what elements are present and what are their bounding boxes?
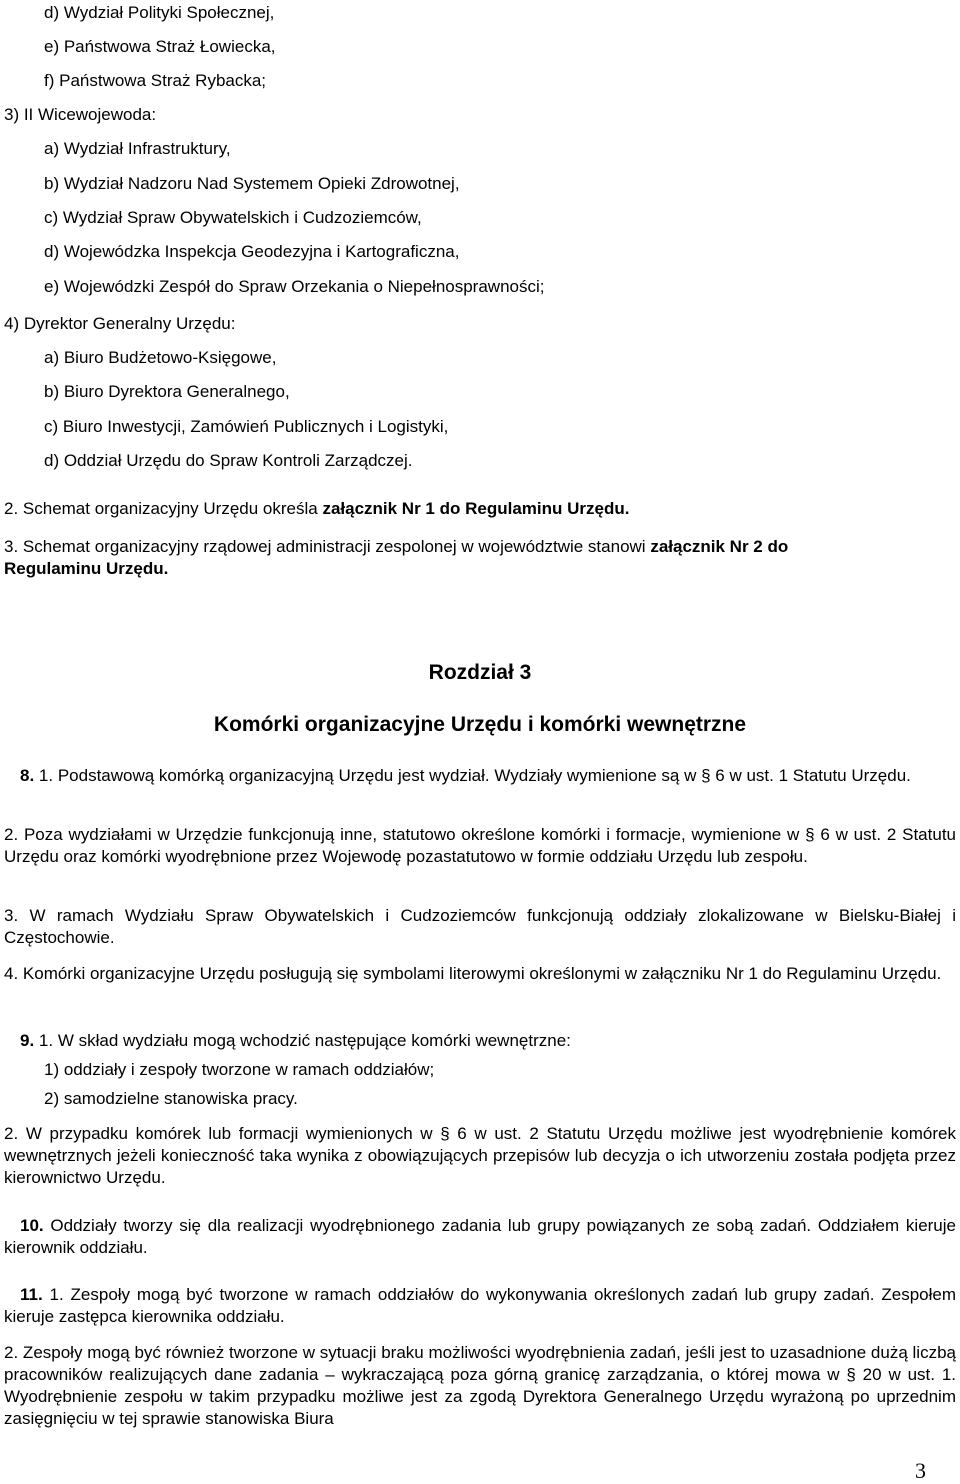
section-8-para-1-text: 1. Podstawową komórką organizacyjną Urzędu jest wydział. Wydziały wymienione są w § 6 w ust. 1 Statutu Urzędu. — [38, 766, 911, 785]
paragraph-3 — [4, 536, 956, 580]
list-item: e) Państwowa Straż Łowiecka, — [44, 37, 276, 56]
section-9-item-2: 2) samodzielne stanowiska pracy. — [44, 1089, 298, 1108]
section-11-para-2: 2. Zespoły mogą być również tworzone w sytuacji braku możliwości wyodrębnienia zadań, jeśli jest to uzasadnione dużą liczbą pracowników realizujących dane zadania – wykraczającą poza górną granicę zarządzania, o której mowa w § 20 w ust. 1. Wyodrębnienie zespołu w takim przypadku możliwe jest za zgodą Dyrektora Generalnego Urzędu wyrażoną po uprzednim zasięgnięciu w tej sprawie stanowiska Biura — [4, 1343, 956, 1428]
list-item: f) Państwowa Straż Rybacka; — [44, 71, 267, 90]
section-8-number: 8. — [20, 766, 35, 785]
section-8-para-2: 2. Poza wydziałami w Urzędzie funkcjonują inne, statutowo określone komórki i formacje, wymienione w § 6 w ust. 2 Statutu Urzędu oraz komórki wyodrębnione przez Wojewodę pozastatutowo w formie oddziału Urzędu lub zespołu. — [4, 825, 956, 866]
list-item: 3) II Wicewojewoda: — [4, 105, 157, 124]
chapter-subtitle: Komórki organizacyjne Urzędu i komórki wewnętrzne — [213, 713, 747, 736]
list-item: a) Wydział Infrastruktury, — [44, 139, 231, 158]
section-10-number: 10. — [20, 1216, 44, 1235]
section-10 — [4, 1215, 956, 1259]
section-9-number: 9. — [20, 1031, 35, 1050]
list-item: c) Biuro Inwestycji, Zamówień Publicznych i Logistyki, — [44, 417, 449, 436]
section-8-para-3: 3. W ramach Wydziału Spraw Obywatelskich i Cudzoziemców funkcjonują oddziały zlokalizowane w Bielsku-Białej i Częstochowie. — [4, 906, 956, 947]
paragraph-2 — [4, 498, 629, 520]
list-item: c) Wydział Spraw Obywatelskich i Cudzoziemców, — [44, 208, 422, 227]
page-number: 3 — [915, 1458, 926, 1483]
section-9-para-1-text: 1. W skład wydziału mogą wchodzić następujące komórki wewnętrzne: — [38, 1031, 571, 1050]
list-item: b) Wydział Nadzoru Nad Systemem Opieki Zdrowotnej, — [44, 174, 460, 193]
section-8-para-4: 4. Komórki organizacyjne Urzędu posługują się symbolami literowymi określonymi w załączniku Nr 1 do Regulaminu Urzędu. — [4, 964, 942, 983]
section-11-number: 11. — [20, 1285, 43, 1304]
paragraph-2-text: 2. Schemat organizacyjny Urzędu określa — [4, 499, 323, 518]
list-item: 4) Dyrektor Generalny Urzędu: — [4, 314, 236, 333]
section-9-para-2: 2. W przypadku komórek lub formacji wymienionych w § 6 w ust. 2 Statutu Urzędu możliwe jest wyodrębnienie komórek wewnętrznych jeżeli konieczność taka wynika z obowiązujących przepisów lub decyzja o ich utworzeniu została podjęta przez kierownictwo Urzędu. — [4, 1124, 956, 1187]
section-9-item-1: 1) oddziały i zespoły tworzone w ramach oddziałów; — [44, 1060, 435, 1079]
list-item: d) Oddział Urzędu do Spraw Kontroli Zarządczej. — [44, 451, 413, 470]
paragraph-3-bold-2: Regulaminu Urzędu. — [4, 559, 169, 578]
list-item: d) Wojewódzka Inspekcja Geodezyjna i Kartograficzna, — [44, 242, 460, 261]
section-11-para-1 — [4, 1284, 956, 1328]
chapter-title: Rozdział 3 — [428, 661, 532, 684]
paragraph-3-bold-1: załącznik Nr 2 do — [650, 537, 789, 556]
section-10-text: Oddziały tworzy się dla realizacji wyodrębnionego zadania lub grupy powiązanych ze sobą zadań. Oddziałem kieruje kierownik oddziału. — [4, 1216, 956, 1257]
paragraph-2-bold: załącznik Nr 1 do Regulaminu Urzędu. — [322, 499, 630, 518]
section-9-para-1 — [20, 1030, 571, 1052]
list-item: e) Wojewódzki Zespół do Spraw Orzekania o Niepełnosprawności; — [44, 277, 545, 296]
paragraph-3-text: 3. Schemat organizacyjny rządowej administracji zespolonej w województwie stanowi — [4, 537, 651, 556]
section-11-para-1-text: 1. Zespoły mogą być tworzone w ramach oddziałów do wykonywania określonych zadań lub grupy zadań. Zespołem kieruje zastępca kierownika oddziału. — [4, 1285, 956, 1326]
list-item: d) Wydział Polityki Społecznej, — [44, 3, 275, 22]
section-8-para-1 — [4, 765, 956, 787]
list-item: b) Biuro Dyrektora Generalnego, — [44, 382, 290, 401]
list-item: a) Biuro Budżetowo-Księgowe, — [44, 348, 277, 367]
